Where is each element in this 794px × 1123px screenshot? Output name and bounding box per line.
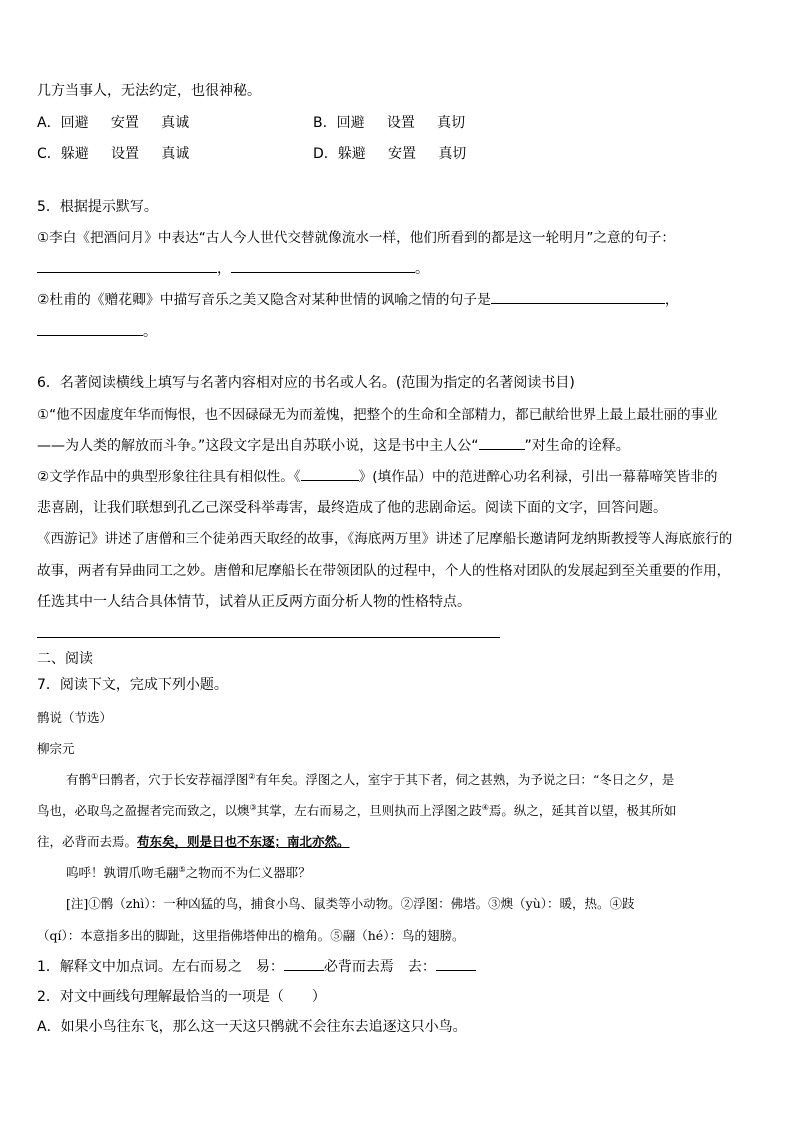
passage-text: 之物而不为仁义器耶？ <box>185 865 311 880</box>
q5-blanks-row1 <box>37 258 429 280</box>
q6-line6: 故事，两者有异曲同工之妙。唐僧和尼摩船长在带领团队的过程中，个人的性格对团队的发展起到至关重要的作用， <box>37 563 731 579</box>
answer-blank[interactable] <box>37 258 217 273</box>
passage-line4 <box>66 862 311 884</box>
passage-text: 有鹘 <box>66 772 92 787</box>
q6-line5: 《西游记》讲述了唐僧和三个徒弟西天取经的故事，《海底两万里》讲述了尼摩船长邀请阿龙纳斯教授等人海底旅行的 <box>37 531 733 547</box>
note-line2: （qí）：本意指多出的脚趾，这里指佛塔伸出的檐角。⑤翮（hé）：鸟的翅膀。 <box>37 928 465 943</box>
option-c <box>37 143 189 165</box>
q7-title: 7．阅读下文，完成下列小题。 <box>37 677 228 693</box>
q6-line3-end: 》(填作品）中的范进醉心功名利禄，引出一幕幕啼笑皆非的 <box>358 469 718 485</box>
intro-line: 几方当事人，无法约定，也很神秘。 <box>37 83 261 99</box>
note-line1: [注]①鹘（zhì）：一种凶猛的鸟，捕食小鸟、鼠类等小动物。②浮图：佛塔。③燠（yù）：暖，热。④跂 <box>66 896 635 911</box>
sub1-text: 必背而去焉 去： <box>323 959 436 975</box>
answer-blank[interactable] <box>284 956 324 971</box>
q6-title: 6．名著阅读横线上填写与名著内容相对应的书名或人名。(范围为指定的名著阅读书目) <box>37 375 575 391</box>
answer-blank[interactable] <box>491 289 665 304</box>
option-c-word3: 真诚 <box>161 146 190 162</box>
answer-line[interactable] <box>37 637 500 638</box>
q5-title: 5．根据提示默写。 <box>37 199 158 215</box>
passage-line2 <box>37 800 676 822</box>
passage-text: 焉。纵之，延其首以望，极其所如 <box>488 803 677 818</box>
option-b <box>313 112 465 134</box>
underlined-sentence: 苟东矣，则是日也不东逐；南北亦然。 <box>137 834 350 849</box>
passage-text: 鸟也，必取鸟之盈握者完而致之，以燠 <box>37 803 250 818</box>
option-d <box>313 143 466 165</box>
option-d-word2: 安置 <box>388 146 417 162</box>
q6-line2-end: ”对生命的诠释。 <box>524 438 630 454</box>
note-mark: ⑤ <box>178 864 186 874</box>
option-b-word2: 设置 <box>386 115 415 131</box>
passage-text: 有年矣。浮图之人，室宇于其下者，伺之甚熟，为予说之曰：“冬日之夕，是 <box>255 772 675 787</box>
q5-blanks-row2 <box>37 321 157 343</box>
option-a-word2: 安置 <box>110 115 139 131</box>
q6-line3 <box>37 466 717 488</box>
period: 。 <box>415 261 429 277</box>
q6-line2 <box>37 435 630 457</box>
option-c-word2: 设置 <box>111 146 140 162</box>
option-a-label: A．回避 <box>37 115 89 131</box>
q5-item2-text: ②杜甫的《赠花卿》中描写音乐之美又隐含对某种世情的讽喻之情的句子是 <box>37 292 491 308</box>
note-mark: ② <box>248 771 256 781</box>
option-b-label: B．回避 <box>313 115 365 131</box>
q6-line3-text: ②文学作品中的典型形象往往具有相似性。《 <box>37 469 301 485</box>
option-b-word3: 真切 <box>437 115 466 131</box>
option-d-word3: 真切 <box>438 146 467 162</box>
option-d-label: D．躲避 <box>313 146 366 162</box>
passage-author: 柳宗元 <box>37 741 75 756</box>
passage-text: 曰鹘者，穴于长安荐福浮图 <box>98 772 249 787</box>
note-mark: ④ <box>481 802 489 812</box>
answer-blank[interactable] <box>301 466 359 481</box>
option-c-label: C．躲避 <box>37 146 89 162</box>
comma: ， <box>217 261 231 277</box>
answer-blank[interactable] <box>231 258 415 273</box>
sub2-option-a: A．如果小鸟往东飞，那么这一天这只鹘就不会往东去追逐这只小鸟。 <box>37 1019 467 1035</box>
option-a-word3: 真诚 <box>161 115 190 131</box>
q6-line1: ①“他不因虚度年华而悔恨，也不因碌碌无为而羞愧，把整个的生命和全部精力，都已献给世界上最上最壮丽的事业 <box>37 407 718 423</box>
q6-line4: 悲喜剧，让我们联想到孔乙己深受科举毒害，最终造成了他的悲剧命运。阅读下面的文字，回答问题。 <box>37 500 667 516</box>
q5-item1: ①李白《把酒问月》中表达“古人今人世代交替就像流水一样，他们所看到的都是这一轮明月”之意的句子： <box>37 230 675 246</box>
answer-blank[interactable] <box>479 435 525 450</box>
q5-item2 <box>37 289 679 311</box>
comma: ， <box>664 292 679 308</box>
sub2-question: 2．对文中画线句理解最恰当的一项是（ ） <box>37 989 326 1005</box>
option-a <box>37 112 189 134</box>
note-mark: ① <box>91 771 99 781</box>
answer-blank[interactable] <box>37 321 143 336</box>
passage-text: 呜呼！孰谓爪吻毛翮 <box>66 865 179 880</box>
passage-line3 <box>37 831 350 853</box>
passage-text: 其掌，左右而易之，旦则执而上浮图之跂 <box>256 803 482 818</box>
sub1-text: 1．解释文中加点词。左右而易之 易： <box>37 959 284 975</box>
period: 。 <box>143 324 157 340</box>
q6-line2-text: ——为人类的解放而斗争。”这段文字是出自苏联小说，这是书中主人公“ <box>37 438 479 454</box>
q6-line7: 任选其中一人结合具体情节，试着从正反两方面分析人物的性格特点。 <box>37 594 471 610</box>
sub1 <box>37 956 476 978</box>
answer-blank[interactable] <box>436 956 476 971</box>
passage-text: 往，必背而去焉。 <box>37 834 138 849</box>
section-heading: 二、阅读 <box>37 651 93 667</box>
passage-title: 鹘说（节选） <box>37 710 113 725</box>
passage-line1 <box>66 769 674 791</box>
note-mark: ③ <box>249 802 257 812</box>
